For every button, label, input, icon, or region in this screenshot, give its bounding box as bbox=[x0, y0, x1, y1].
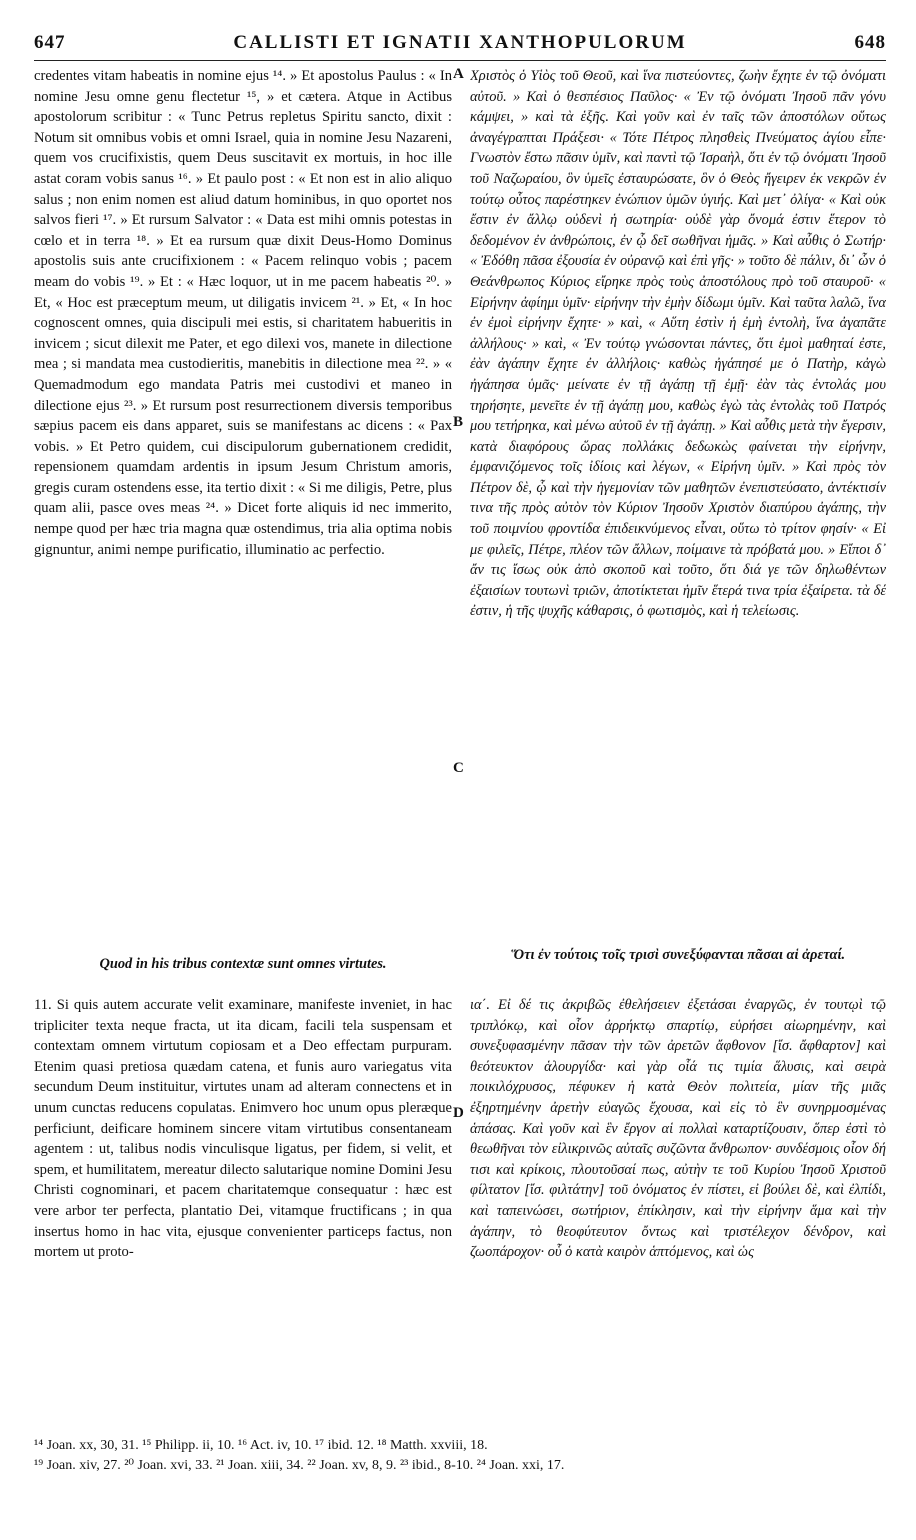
page-number-left: 647 bbox=[34, 32, 66, 53]
margin-marker-a: A bbox=[453, 66, 464, 82]
greek-paragraph-2: ια΄. Εἰ δέ τις ἀκριβῶς ἐθελήσειεν ἐξετάσαι ἐναργῶς, ἐν τουτῳὶ τῷ τριπλόκῳ, καὶ οἷον ἀρρήκτῳ σπαρτίῳ, εὑρήσει αἰωρημένην, καὶ συνεξυφασμένην πᾶσαν τὴν τῶν ἀρετῶν ἄφθονον [ἴσ. ἄφθαρτον] καὶ θεότευκτον ἁλουργίδα· καὶ γὰρ οἷά τις τιμία ἅλυσις, καὶ σειρὰ ποικιλόχρυσος, πέφυκεν ἡ κατὰ Θεὸν πολιτεία, μίαν τῆς μιᾶς ἐξηρτημένην ἀρετὴν εὐαγῶς ἔχουσα, καὶ εἰς τὸ ἓν συνηρμοσμένας ἁπάσας. Καὶ γοῦν καὶ ἓν ἔργον αἱ πολλαὶ καταρτίζουσιν, ὅπερ ἐστὶ τὸ θεωθῆναι τὸν εἰλικρινῶς αὐταῖς συζῶντα ἄνθρωπον· συνδέσμοις οἷον δή τισι καὶ κρίκοις, πλουτοῦσαί πως, αὐτὴν τε τοῦ Κυρίου Ἰησοῦ Χριστοῦ φίλτατον [ἴσ. φιλτάτην] τοῦ ὀνόματος ἐν πίστει, εἰ βούλει δὲ, καὶ ἐλπίδι, καὶ ταπεινώσει, σωτήριον, ἐπίκλησιν, καὶ τὴν εἰρήνην ἅμα καὶ τὴν ἀγάπην, τὸ θεοφύτευτον ὄντως καὶ τριστέλεχον δένδρον, καὶ ζωοπάροχον· οὗ ὁ κατὰ καιρὸν ἁπτόμενος, καὶ ὡς bbox=[470, 997, 886, 1261]
section-title-latin: Quod in his tribus contextæ sunt omnes virtutes. bbox=[99, 956, 387, 972]
margin-marker-d: D bbox=[453, 1105, 464, 1121]
footnotes bbox=[34, 1436, 886, 1476]
page-header bbox=[34, 32, 886, 56]
running-title: CALLISTI ET IGNATII XANTHOPULORUM bbox=[233, 32, 687, 53]
greek-column-bottom bbox=[470, 995, 886, 1415]
latin-paragraph-2: 11. Si quis autem accurate velit examinare, manifeste inveniet, in hac tripliciter texta neque fracta, ut ita dicam, facili tela suspensam et contextam omnem virtutum copiosam et a Deo effectam purpuram. Etenim quasi pretiosa quædam catena, et funis auro variegatus vita secundum Deum instituitur, virtutes unam ad alteram connectens et in unum cunctas reducens copulatas. Enimvero hoc unum opus pleræque perficiunt, deificare hominem sincere vitam virtutibus consentaneam agentem : ut, talibus nodis vinculisque ligatus, per fidem, si velit, et spem, et humilitatem, mereatur dilecto salutarique nomine Domini Jesu Christi cognominari, et pacem charitatemque consequatur : hæc est vere arbor ter perfecta, plantatio Dei, vitamque fructificans ; in qua insertus homo in hac vita, ejusque convenienter particeps factus, non mortem ut proto- bbox=[34, 997, 452, 1261]
margin-marker-b: B bbox=[453, 414, 464, 430]
header-rule bbox=[34, 60, 886, 61]
section-title-greek: Ὅτι ἐν τούτοις τοῖς τρισὶ συνεξύφανται πᾶσαι αἱ ἀρεταί. bbox=[510, 947, 846, 963]
latin-paragraph-1: credentes vitam habeatis in nomine ejus ¹⁴. » Et apostolus Paulus : « In nomine Jesu omne genu flectetur ¹⁵, » et cætera. Atque in Actibus apostolorum scribitur : « Tunc Petrus repletus Spiritu sancto, dixit : Notum sit omnibus vobis et omni Israel, quia in nomine Jesu Nazareni, quem vos crucifixistis, quem Deus suscitavit ex mortuis, in hoc ille astat coram vobis sanus ¹⁶. » Et paulo post : « Et non est in alio aliquo salus ; non enim nomen est aliud datum hominibus, in quo oportet nos salvos fieri ¹⁷. » Et rursum Salvator : « Data est mihi omnis potestas in cœlo et in terra ¹⁸. » Et ea rursum quæ dixit Deus-Homo Dominus apostolis suis ante crucifixionem : « Pacem relinquo vobis ; pacem meam do vobis ¹⁹. » Et : « Hæc loquor, ut in me pacem habeatis ²⁰. » Et, « Hoc est præceptum meum, ut diligatis invicem ²¹. » Et, « In hoc cognoscent omnes, quia discipuli mei estis, si charitatem habueritis in invicem ; sicut dilexit me Pater, et ego dilexi vos, manete in dilectione mea ; si mandata mea custodieritis, manebitis in dilectione mea ²². » « Quemadmodum ego mandata Patris mei custodivi et maneo in dilectione ejus ²³. » Et rursum post resurrectionem diversis temporibus sæpius pacem eis dans apparet, suis se manifestans ac dicens : « Pax vobis. » Et Petro quidem, cui discipulorum gubernationem credidit, repensionem quamdam ardentis in ipsum Jesum Christum amoris, gregis curam ostendens esse, ita tertio dixit : « Si me diligis, Petre, plus quam alii, pasce oves meas ²⁴. » Dicet forte aliquis id nec immerito, nempe quod per hæc tria magna quæ ostendimus, tria alia optima nobis gignuntur, animi nempe purificatio, illuminatio ac perfectio. bbox=[34, 68, 452, 558]
page-number-right: 648 bbox=[854, 32, 886, 53]
latin-column-bottom bbox=[34, 995, 452, 1415]
latin-column-top bbox=[34, 66, 452, 810]
margin-marker-c: C bbox=[453, 760, 464, 776]
greek-column-top bbox=[470, 66, 886, 810]
footnote-line-1: ¹⁴ Joan. xx, 30, 31. ¹⁵ Philipp. ii, 10. ¹⁶ Act. iv, 10. ¹⁷ ibid. 12. ¹⁸ Matth. xxviii, 18. bbox=[34, 1438, 488, 1453]
footnote-line-2: ¹⁹ Joan. xiv, 27. ²⁰ Joan. xvi, 33. ²¹ Joan. xiii, 34. ²² Joan. xv, 8, 9. ²³ ibid., 8-10. ²⁴ Joan. xxi, 17. bbox=[34, 1458, 565, 1473]
greek-paragraph-1: Χριστὸς ὁ Υἱὸς τοῦ Θεοῦ, καὶ ἵνα πιστεύοντες, ζωὴν ἔχητε ἐν τῷ ὀνόματι αὐτοῦ. » Καὶ ὁ θεσπέσιος Παῦλος· « Ἐν τῷ ὀνόματι Ἰησοῦ πᾶν γόνυ κάμψει, » καὶ τὰ ἑξῆς. Καὶ γοῦν καὶ ἐν ταῖς τῶν ἀποστόλων οὕτως ἀναγέγραπται Πράξεσι· « Τότε Πέτρος πλησθεὶς Πνεύματος ἁγίου εἶπε· Γνωστὸν ἔστω πᾶσιν ὑμῖν, καὶ παντὶ τῷ Ἰσραὴλ, ὅτι ἐν τῷ ὀνόματι Ἰησοῦ τοῦ Ναζωραίου, ὃν ὑμεῖς ἐσταυρώσατε, ὃν ὁ Θεὸς ἤγειρεν ἐκ νεκρῶν ἐν τούτῳ οὗτος παρέστηκεν ἐνώπιον ὑμῶν ὑγιής. Καὶ μετ᾽ ὀλίγα· « Καὶ οὐκ ἔστιν ἐν ἄλλῳ οὐδενὶ ἡ σωτηρία· οὐδὲ γὰρ ὄνομά ἐστιν ἕτερον τὸ δεδομένον ἐν ἀνθρώποις, ἐν ᾧ δεῖ σωθῆναι ἡμᾶς. » Καὶ αὖθις ὁ Σωτήρ· « Ἐδόθη πᾶσα ἐξουσία ἐν οὐρανῷ καὶ ἐπὶ γῆς· » τοῦτο δὲ πάλιν, δι᾽ ὧν ὁ Θεάνθρωπος Κύριος εἴρηκε πρὸς τοὺς ἀποστόλους πρὸ τοῦ σταυροῦ· « Εἰρήνην ἀφίημι ὑμῖν· εἰρήνην τὴν ἐμὴν δίδωμι ὑμῖν. Καὶ ταῦτα λαλῶ, ἵνα ἐν ἐμοὶ εἰρήνην ἔχητε· » καὶ, « Αὕτη ἐστὶν ἡ ἐμὴ ἐντολὴ, ἵνα ἀγαπᾶτε ἀλλήλους· » καὶ, « Ἐν τούτῳ γνώσονται πάντες, ὅτι ἐμοὶ μαθηταί ἐστε, ἐὰν ἀγάπην ἔχητε ἐν ἀλλήλοις· καθὼς ἠγάπησέ με ὁ Πατὴρ, κἀγὼ ἠγάπησα ὑμᾶς· μείνατε ἐν τῇ ἀγάπῃ τῇ ἐμῇ· ἐὰν τὰς ἐντολάς μου τηρήσητε, μενεῖτε ἐν τῇ ἀγάπῃ μου, καθὼς ἐγὼ τὰς ἐντολὰς τοῦ Πατρός μου τετήρηκα, καὶ μένω αὐτοῦ ἐν τῇ ἀγάπῃ. » Καὶ αὖθις μετὰ τὴν ἔγερσιν, κατὰ διαφόρους ὥρας πολλάκις δεδωκὼς φαίνεται τὴν εἰρήνην, ἐμφανιζόμενος τοῖς ἰδίοις καὶ λέγων, « Εἰρήνη ὑμῖν. » Καὶ πρὸς τὸν Πέτρον δὲ, ᾧ καὶ τὴν ἡγεμονίαν τῶν μαθητῶν ἐνεπιστεύσατο, ἀντέκτισίν τινα τῆς πρὸς αὐτὸν τὸν Κύριον Ἰησοῦν Χριστὸν διαπύρου ἀγάπης, τὴν τοῦ ποιμνίου φροντίδα ἐπιδεικνύμενος εἶναι, οὕτω τὸ τρίτον φησίν· « Εἰ με φιλεῖς, Πέτρε, πλέον τῶν ἄλλων, ποίμαινε τὰ πρόβατά μου. » Εἴποι δ᾽ ἄν τις ἴσως οὐκ ἀπὸ σκοποῦ καὶ τοῦτο, ὅτι διά γε τῶν δηλωθέντων ἐξαισίων τουτωνὶ τριῶν, ἀποτίκτεται ἡμῖν ἕτερά τινα τρία ἐξαίρετα. τὰ δέ ἐστιν, ἡ τῆς ψυχῆς κάθαρσις, ὁ φωτισμὸς, καὶ ἡ τελείωσις. bbox=[470, 68, 886, 620]
